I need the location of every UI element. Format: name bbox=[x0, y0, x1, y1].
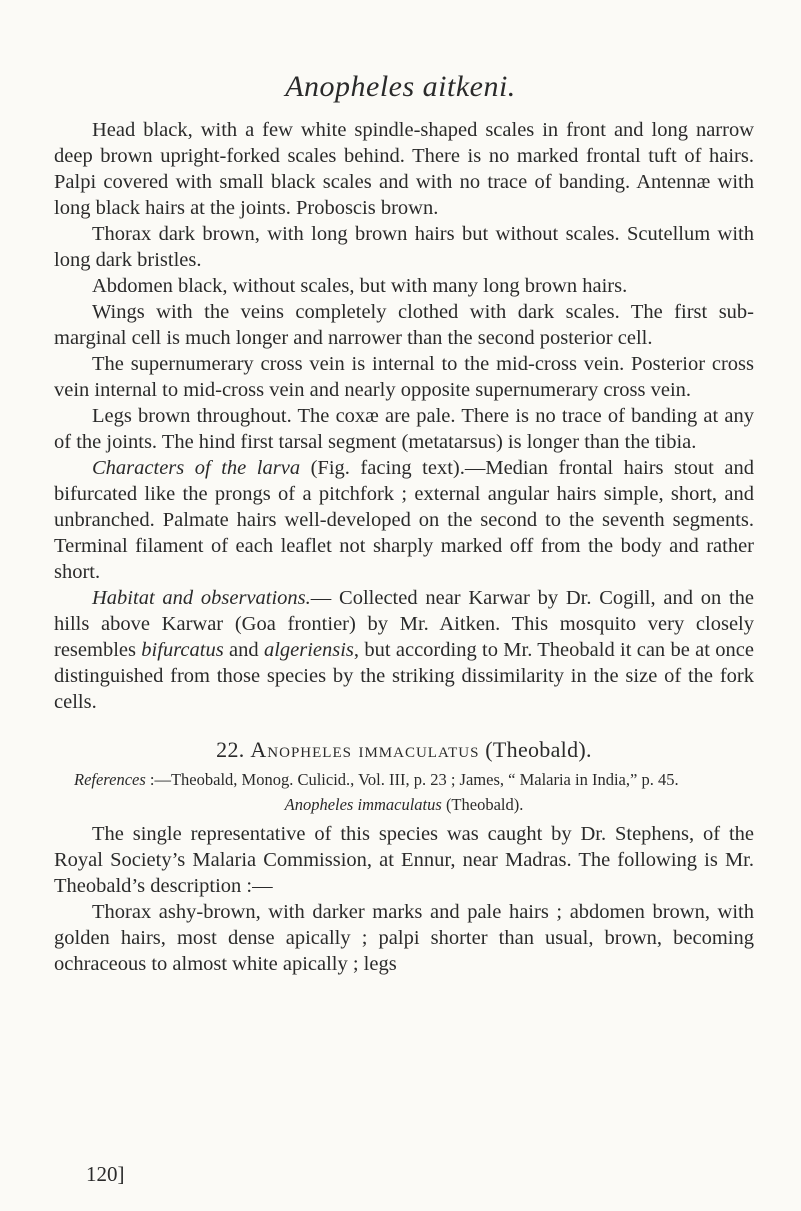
paragraph-abdomen: Abdomen black, without scales, but with many long brown hairs. bbox=[92, 275, 628, 297]
section-author: (Theobald). bbox=[485, 737, 592, 762]
paragraph-larva bbox=[54, 455, 754, 585]
habitat-text-2: , but according to Mr. Theobald it can be at once distinguished from those species by the striking dissimilarity in the size of the fork cells. bbox=[54, 639, 754, 713]
section-heading bbox=[54, 737, 754, 763]
page-body bbox=[54, 117, 754, 977]
paragraph-habitat bbox=[54, 585, 754, 715]
paragraph-wings: Wings with the veins completely clothed with dark scales. The first sub-marginal cell is much longer and narrower than the second posterior cell. bbox=[54, 301, 754, 349]
running-head: Anopheles aitkeni. bbox=[285, 70, 516, 103]
larva-label: Characters of the larva bbox=[92, 457, 301, 479]
references-text: :—Theobald, Monog. Culicid., Vol. III, p. 23 ; James, “ Malaria in India,” p. 45. bbox=[145, 770, 679, 789]
paragraph-description: Thorax ashy-brown, with darker marks and pale hairs ; abdomen brown, with golden hairs, most dense apically ; palpi shorter than usual, brown, becoming ochraceous to almost white apically ; legs bbox=[54, 901, 754, 975]
species-bifurcatus: bifurcatus bbox=[141, 639, 224, 661]
paragraph-representative: The single representative of this species was caught by Dr. Stephens, of the Royal Society’s Malaria Commission, at Ennur, near Madras. The following is Mr. Theobald’s description :— bbox=[54, 823, 754, 897]
synonym-species: Anopheles immaculatus bbox=[284, 795, 442, 814]
paragraph-thorax: Thorax dark brown, with long brown hairs but without scales. Scutellum with long dark bristles. bbox=[54, 223, 754, 271]
habitat-and: and bbox=[223, 639, 264, 661]
references-label: References bbox=[74, 770, 146, 789]
references bbox=[74, 769, 754, 791]
larva-text: (Fig. facing text).—Median frontal hairs stout and bifurcated like the prongs of a pitchfork ; external angular hairs simple, short, and unbranched. Palmate hairs well-developed on the second to the seventh segments. Terminal filament of each leaflet not sharply marked off from the body and rather short. bbox=[54, 457, 755, 583]
paragraph-legs: Legs brown throughout. The coxæ are pale. There is no trace of banding at any of the joints. The hind first tarsal segment (metatarsus) is longer than the tibia. bbox=[54, 405, 754, 453]
synonym-author: (Theobald). bbox=[445, 795, 524, 814]
page-number: 120] bbox=[86, 1162, 125, 1186]
paragraph-head: Head black, with a few white spindle-shaped scales in front and long narrow deep brown upright-forked scales behind. There is no marked frontal tuft of hairs. Palpi covered with small black scales and with no trace of banding. Antennæ with long black hairs at the joints. Proboscis brown. bbox=[54, 119, 754, 219]
section-number: 22. bbox=[216, 737, 245, 762]
section-species-name: Anopheles immaculatus bbox=[250, 737, 480, 762]
habitat-label: Habitat and observations. bbox=[92, 587, 311, 609]
species-algeriensis: algeriensis bbox=[263, 639, 354, 661]
paragraph-cross-vein: The supernumerary cross vein is internal to the mid-cross vein. Posterior cross vein internal to mid-cross vein and nearly opposite supernumerary cross vein. bbox=[54, 353, 754, 401]
habitat-text-1: — Collected near Karwar by Dr. Cogill, and on the hills above Karwar (Goa frontier) by Mr. Aitken. This mosquito very closely resembles bbox=[54, 587, 754, 661]
synonym-line bbox=[54, 793, 754, 817]
